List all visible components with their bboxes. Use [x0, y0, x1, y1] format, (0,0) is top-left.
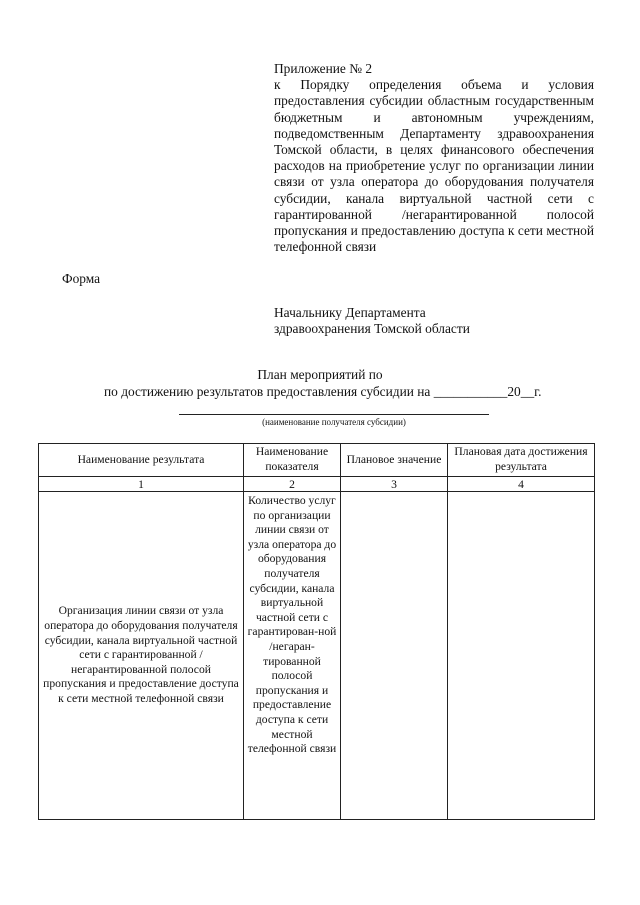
cell-result: Организация линии связи от узла оператора до оборудования получателя субсидии, канала виртуальной частной сети с гарантированной /негарантированной полосой пропускания и предоставление доступа к сети местной телефонной связи — [39, 492, 244, 820]
addressee-line-2: здравоохранения Томской области — [274, 321, 470, 337]
cell-planned-value[interactable] — [341, 492, 448, 820]
addressee-block — [274, 305, 470, 338]
column-number: 2 — [244, 477, 341, 492]
cell-indicator: Количество услуг по организации линии связи от узла оператора до оборудования получателя субсидии, канала виртуальной частной сети с гарантирован-ной /негаран-тированной полосой пропускания и предоставление доступа к сети местной телефонной связи — [244, 492, 341, 820]
plan-title: План мероприятий по — [257, 367, 383, 382]
column-number: 1 — [39, 477, 244, 492]
header-planned-value: Плановое значение — [341, 444, 448, 477]
plan-subtitle: по достижению результатов предоставления субсидии на ___________20__г. — [104, 384, 542, 399]
table-numbering-row — [39, 477, 595, 492]
header-planned-date: Плановая дата достижения результата — [448, 444, 595, 477]
column-number: 4 — [448, 477, 595, 492]
header-indicator: Наименование показателя — [244, 444, 341, 477]
column-number: 3 — [341, 477, 448, 492]
plan-table — [38, 443, 595, 820]
cell-planned-date[interactable] — [448, 492, 595, 820]
appendix-text: к Порядку определения объема и условия предоставления субсидии областным государственным бюджетным и автономным учреждениям, подведомственным Департаменту здравоохранения Томской области, в целях финансового обеспечения расходов на приобретение услуг по организации линии связи от узла оператора до оборудования получателя субсидии, канала виртуальной частной сети с гарантированной /негарантированной полосой пропускания и предоставлению доступа к сети местной телефонной связи — [274, 77, 594, 255]
table-row — [39, 492, 595, 820]
addressee-line-1: Начальнику Департамента — [274, 305, 426, 320]
form-label: Форма — [62, 271, 101, 286]
header-result: Наименование результата — [39, 444, 244, 477]
appendix-title: Приложение № 2 — [274, 61, 373, 76]
appendix-block — [274, 61, 594, 255]
recipient-caption: (наименование получателя субсидии) — [262, 417, 406, 427]
recipient-underline — [179, 414, 489, 415]
table-header-row — [39, 444, 595, 477]
